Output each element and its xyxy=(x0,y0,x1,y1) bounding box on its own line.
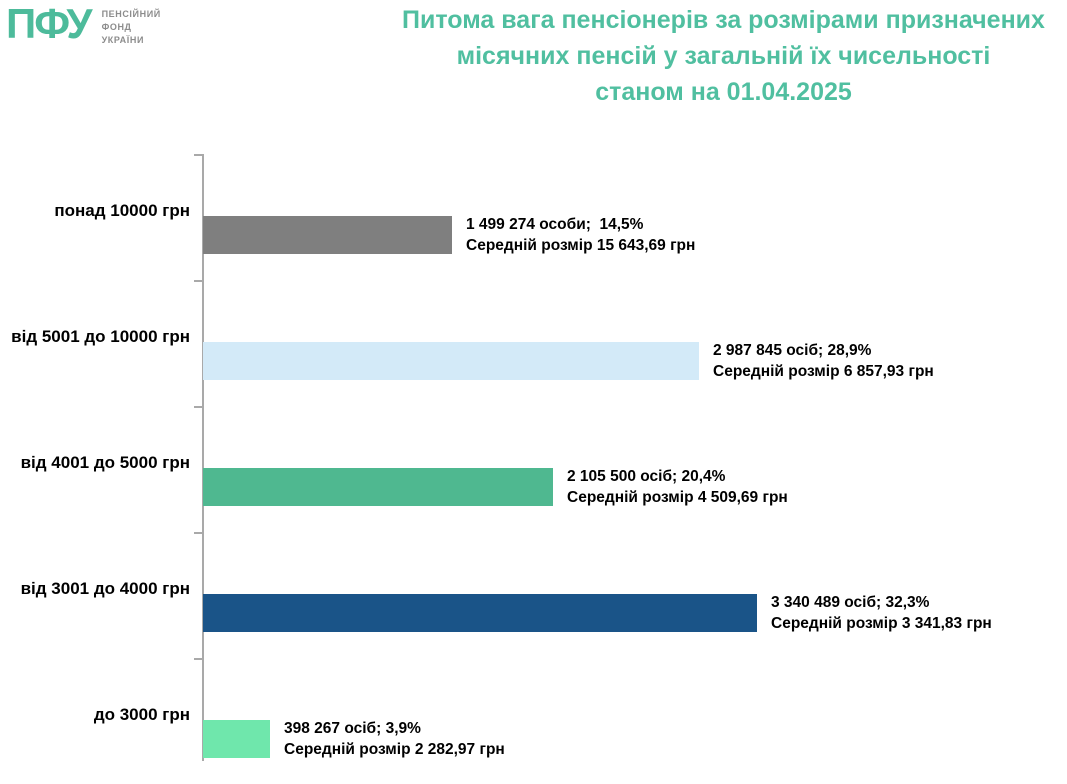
chart-row xyxy=(0,406,1067,532)
data-label xyxy=(466,214,695,256)
chart-title-line: місячних пенсій у загальній їх чисельності xyxy=(456,42,991,70)
bar xyxy=(203,342,699,380)
data-label-avg-size: Середній розмір 4 509,69 грн xyxy=(567,489,788,506)
bar-chart xyxy=(0,154,1067,784)
chart-row xyxy=(0,532,1067,658)
data-label xyxy=(713,340,934,382)
pfu-logo-org-line: ПЕНСІЙНИЙ xyxy=(101,9,161,19)
category-label: понад 10000 грн xyxy=(54,201,190,220)
bar xyxy=(203,720,270,758)
chart-row xyxy=(0,280,1067,406)
pfu-logo-org-line: ФОНД xyxy=(101,22,132,32)
data-label-count-pct: 2 105 500 осіб; 20,4% xyxy=(567,468,726,485)
category-label: до 3000 грн xyxy=(93,705,190,724)
bar xyxy=(203,216,452,254)
data-label xyxy=(771,592,992,634)
category-label: від 3001 до 4000 грн xyxy=(20,579,190,598)
chart-row xyxy=(0,154,1067,280)
pfu-logo-org-line: УКРАЇНИ xyxy=(101,35,145,45)
data-label-count-pct: 1 499 274 особи; 14,5% xyxy=(466,216,644,233)
pfu-logo-org-name xyxy=(102,8,161,47)
pfu-logo-abbr: ПФУ xyxy=(6,0,91,47)
data-label-avg-size: Середній розмір 3 341,83 грн xyxy=(771,615,992,632)
data-label-count-pct: 398 267 осіб; 3,9% xyxy=(284,720,421,737)
category-label: від 4001 до 5000 грн xyxy=(20,453,190,472)
category-label: від 5001 до 10000 грн xyxy=(11,327,190,346)
data-label xyxy=(567,466,788,508)
data-label-count-pct: 3 340 489 осіб; 32,3% xyxy=(771,594,930,611)
data-label-avg-size: Середній розмір 6 857,93 грн xyxy=(713,363,934,380)
pfu-logo xyxy=(6,2,161,47)
chart-title-line: Питома вага пенсіонерів за розмірами призначених xyxy=(402,6,1045,34)
chart-title xyxy=(380,2,1067,110)
data-label xyxy=(284,718,505,760)
chart-row xyxy=(0,658,1067,784)
data-label-avg-size: Середній розмір 15 643,69 грн xyxy=(466,237,696,254)
bar xyxy=(203,594,757,632)
chart-title-line: станом на 01.04.2025 xyxy=(595,78,852,106)
data-label-count-pct: 2 987 845 осіб; 28,9% xyxy=(713,342,872,359)
data-label-avg-size: Середній розмір 2 282,97 грн xyxy=(284,741,505,758)
bar xyxy=(203,468,553,506)
